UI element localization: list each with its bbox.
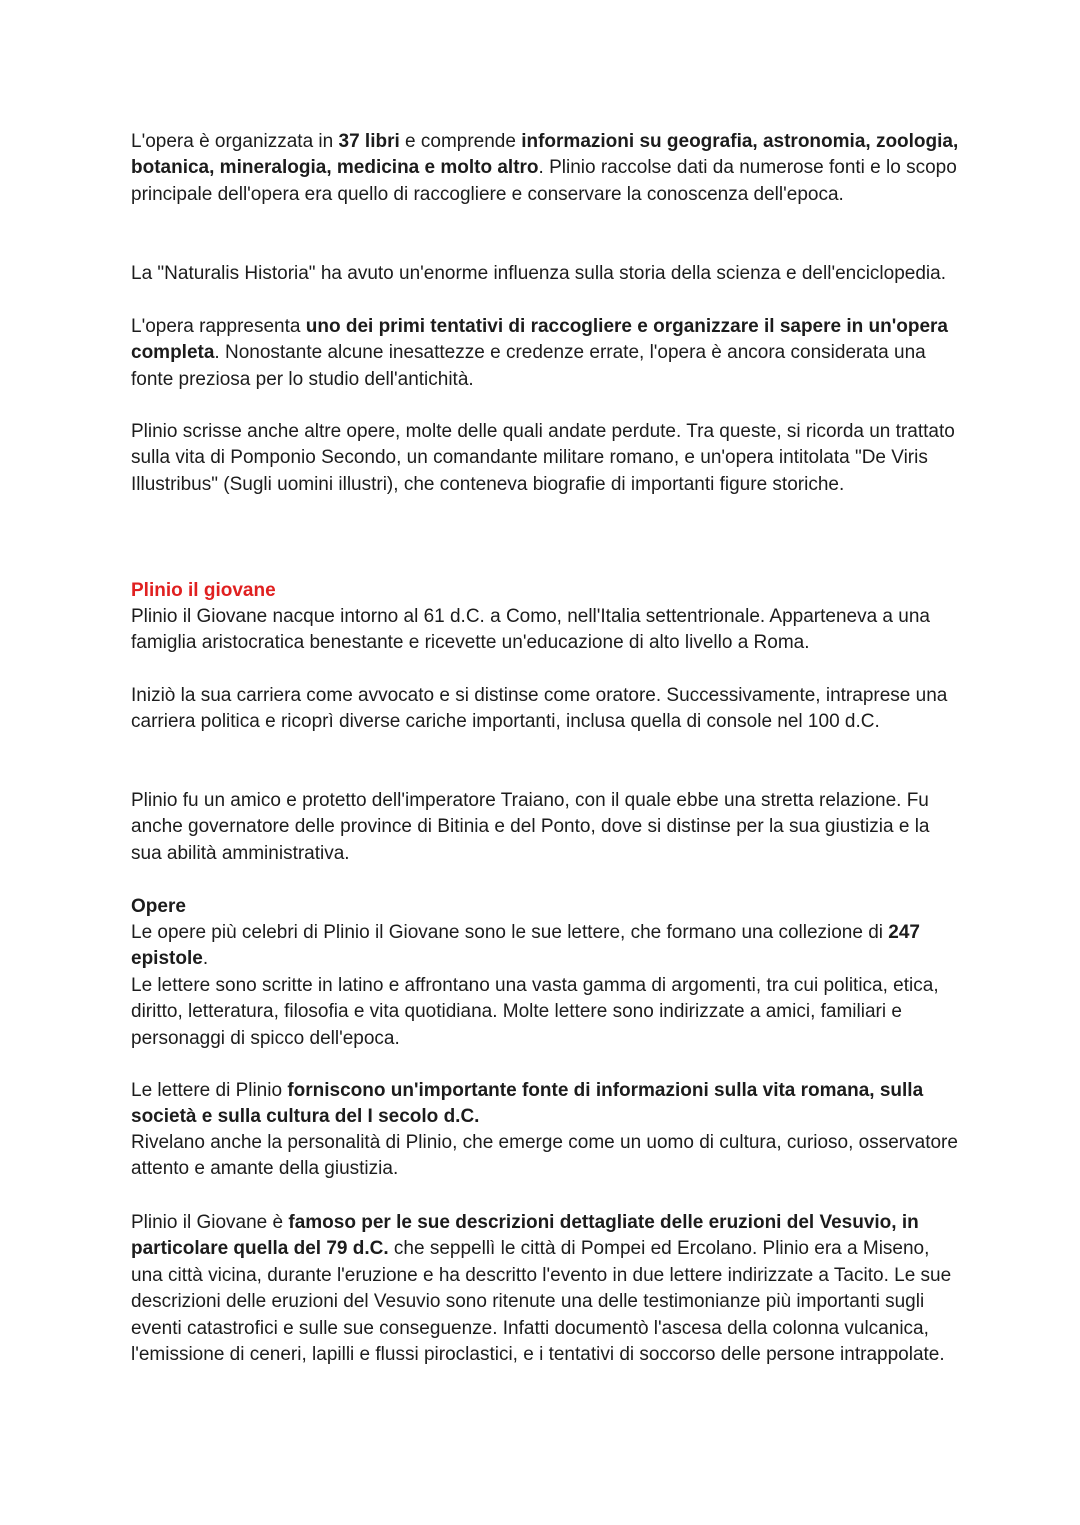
heading-opere: Opere <box>131 896 186 917</box>
paragraph-primi-tentativi <box>131 314 961 393</box>
heading-plinio-il-giovane: Plinio il giovane <box>131 580 276 601</box>
paragraph-fonte-informazioni <box>131 1078 961 1131</box>
bold-text-run: famoso per le sue descrizioni dettagliate delle eruzioni del Vesuvio, in particolare quella del 79 d.C. <box>131 1212 919 1260</box>
text-run: e comprende <box>399 131 522 152</box>
text-run: La "Naturalis Historia" ha avuto un'enorme influenza sulla storia della scienza e dell'enciclopedia. <box>131 263 946 284</box>
bold-text-run: informazioni su geografia, astronomia, zoologia, botanica, mineralogia, medicina e molto altro <box>131 131 959 179</box>
text-run: Plinio il Giovane nacque intorno al 61 d.C. a Como, nell'Italia settentrionale. Apparteneva a una famiglia aristocratica benestante e ricevette un'educazione di alto livello a Roma. <box>131 606 930 654</box>
bold-text-run: uno dei primi tentativi di raccogliere e organizzare il sapere in un'opera completa <box>131 316 948 364</box>
text-run: . Plinio raccolse dati da numerose fonti e lo scopo principale dell'opera era quello di raccogliere e conservare la conoscenza dell'epoca. <box>131 157 957 205</box>
text-run: che seppellì le città di Pompei ed Ercolano. Plinio era a Miseno, una città vicina, durante l'eruzione e ha descritto l'evento in due lettere indirizzate a Tacito. Le sue descrizioni delle eruzioni del Vesuvio sono ritenute una delle testimonianze più importanti sugli eventi catastrofici e sulle sue conseguenze. Infatti documentò l'ascesa della colonna vulcanica, l'emissione di ceneri, lapilli e flussi piroclastici, e i tentativi di soccorso delle persone intrappolate. <box>131 1238 952 1366</box>
bold-text-run: 37 libri <box>338 131 400 152</box>
bold-text-run: 247 epistole <box>131 922 920 970</box>
paragraph-vesuvio <box>131 1210 961 1368</box>
text-run: . <box>202 948 209 970</box>
paragraph-opera-organizzazione <box>131 129 961 208</box>
paragraph-carriera <box>131 683 961 736</box>
text-run: Plinio il Giovane è <box>131 1212 289 1233</box>
paragraph-naturalis-influenza <box>131 261 961 287</box>
text-run: Iniziò la sua carriera come avvocato e si distinse come oratore. Successivamente, intraprese una carriera politica e ricoprì diverse cariche importanti, inclusa quella di console nel 100 d.C. <box>131 685 948 733</box>
text-run: . Nonostante alcune inesattezze e credenze errate, l'opera è ancora considerata una fonte preziosa per lo studio dell'antichità. <box>131 342 926 390</box>
paragraph-nascita <box>131 604 961 657</box>
bold-text-run: forniscono un'importante fonte di informazioni sulla vita romana, sulla società e sulla cultura del I secolo d.C. <box>131 1080 924 1128</box>
text-run: Plinio fu un amico e protetto dell'imperatore Traiano, con il quale ebbe una stretta relazione. Fu anche governatore delle province di Bitinia e del Ponto, dove si distinse per la sua giustizia e la sua abilità amministrativa. <box>131 790 930 864</box>
text-run: L'opera rappresenta <box>131 316 306 337</box>
paragraph-altre-opere <box>131 419 961 498</box>
text-run: Plinio scrisse anche altre opere, molte delle quali andate perdute. Tra queste, si ricorda un trattato sulla vita di Pomponio Secondo, un comandante militare romano, e un'opera intitolata "De Viris Illustribus" (Sugli uomini illustri), che conteneva biografie di importanti figure storiche. <box>131 421 955 495</box>
paragraph-lettere-argomenti <box>131 973 961 1052</box>
text-run: Le lettere sono scritte in latino e affrontano una vasta gamma di argomenti, tra cui politica, etica, diritto, letteratura, filosofia e vita quotidiana. Molte lettere sono indirizzate a amici, familiari e personaggi di spicco dell'epoca. <box>131 975 939 1049</box>
paragraph-personalita <box>131 1130 961 1183</box>
text-run: Le lettere di Plinio <box>131 1080 288 1101</box>
text-run: L'opera è organizzata in <box>131 131 339 152</box>
text-run: Rivelano anche la personalità di Plinio, che emerge come un uomo di cultura, curioso, osservatore attento e amante della giustizia. <box>131 1132 958 1180</box>
text-run: Le opere più celebri di Plinio il Giovane sono le sue lettere, che formano una collezione di <box>131 922 889 943</box>
paragraph-epistole <box>131 920 961 973</box>
paragraph-traiano <box>131 788 961 867</box>
